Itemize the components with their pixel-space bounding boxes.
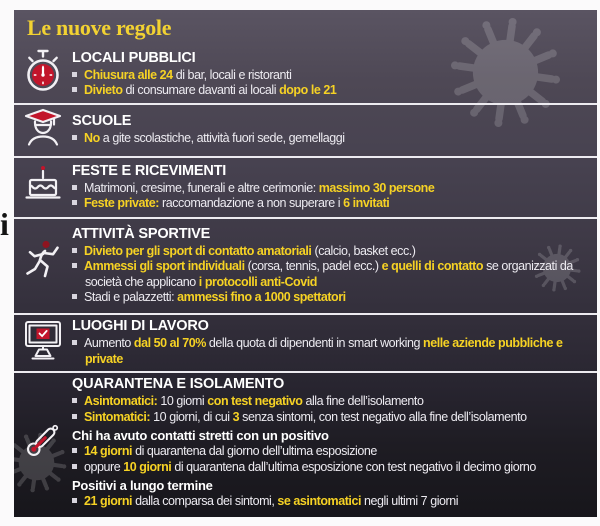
bullet-square-icon	[72, 464, 77, 469]
runner-icon	[23, 238, 63, 293]
section-quarantena-e-isolamento	[14, 371, 597, 514]
bullet-row: Divieto per gli sport di contatto amatoriali (calcio, basket ecc.)	[72, 244, 589, 260]
subheading: Chi ha avuto contatti stretti con un positivo	[72, 428, 329, 443]
bullet-square-icon	[72, 294, 77, 299]
bullet-row: Asintomatici: 10 giorni con test negativo alla fine dell’isolamento	[72, 394, 589, 410]
section-locali-pubblici	[14, 46, 597, 103]
bullet-square-icon	[72, 185, 77, 190]
section-luoghi-di-lavoro	[14, 313, 597, 371]
bullet-row: Stadi e palazzetti: ammessi fino a 1000 spettatori	[72, 290, 589, 306]
bullet-square-icon	[72, 340, 77, 345]
bullet-square-icon	[72, 200, 77, 205]
bullet-square-icon	[72, 414, 77, 419]
section-title-scuole: SCUOLE	[72, 113, 132, 130]
bullet-square-icon	[72, 248, 77, 253]
section-feste-e-ricevimenti	[14, 156, 597, 217]
cake-icon	[21, 164, 65, 209]
bullet-square-icon	[72, 72, 77, 77]
stopwatch-icon	[23, 48, 63, 99]
thermometer-icon	[19, 416, 67, 469]
section-title-luoghi-di-lavoro: LUOGHI DI LAVORO	[72, 318, 209, 334]
monitor-icon	[20, 319, 66, 366]
section-title-quarantena-e-isolamento: QUARANTENA E ISOLAMENTO	[72, 376, 285, 392]
bullet-row: 21 giorni dalla comparsa dei sintomi, se asintomatici negli ultimi 7 giorni	[72, 494, 589, 510]
bullet-row: Feste private: raccomandazione a non superare i 6 invitati	[72, 196, 589, 212]
rules-infographic-panel	[14, 10, 597, 517]
bullet-square-icon	[72, 87, 77, 92]
section-title-attivita-sportive: ATTIVITÀ SPORTIVE	[72, 225, 211, 242]
bullet-square-icon	[72, 263, 77, 268]
bullet-row: Sintomatici: 10 giorni, di cui 3 senza sintomi, con test negativo alla fine dell’isolamento	[72, 410, 589, 426]
bullet-row: Chiusura alle 24 di bar, locali e ristoranti	[72, 68, 589, 84]
bullet-row: Ammessi gli sport individuali (corsa, tennis, padel ecc.) e quelli di contatto se organizzati da società che applicano i protocolli anti-Covid	[72, 259, 589, 290]
bullet-row: Matrimoni, cresime, funerali e altre cerimonie: massimo 30 persone	[72, 181, 589, 197]
bullet-square-icon	[72, 498, 77, 503]
section-attivita-sportive	[14, 217, 597, 313]
section-title-feste-e-ricevimenti: FESTE E RICEVIMENTI	[72, 162, 227, 179]
bullet-square-icon	[72, 448, 77, 453]
bullet-row: 14 giorni di quarantena dal giorno dell’ultima esposizione	[72, 444, 589, 460]
section-scuole	[14, 103, 597, 156]
subheading: Positivi a lungo termine	[72, 478, 213, 493]
infographic-title: Le nuove regole	[27, 15, 172, 40]
bullet-row: Divieto di consumare davanti ai locali dopo le 21	[72, 83, 589, 99]
bullet-row: oppure 10 giorni di quarantena dall’ultima esposizione con test negativo il decimo giorno	[72, 460, 589, 476]
sections	[14, 46, 597, 514]
bullet-square-icon	[72, 135, 77, 140]
cropped-margin-text: i	[0, 206, 9, 242]
graduate-icon	[21, 107, 65, 152]
bullet-square-icon	[72, 398, 77, 403]
section-title-locali-pubblici: LOCALI PUBBLICI	[72, 49, 196, 66]
bullet-row: No a gite scolastiche, attività fuori sede, gemellaggi	[72, 131, 589, 147]
bullet-row: Aumento dal 50 al 70% della quota di dipendenti in smart working nelle aziende pubbliche e private	[72, 336, 589, 367]
